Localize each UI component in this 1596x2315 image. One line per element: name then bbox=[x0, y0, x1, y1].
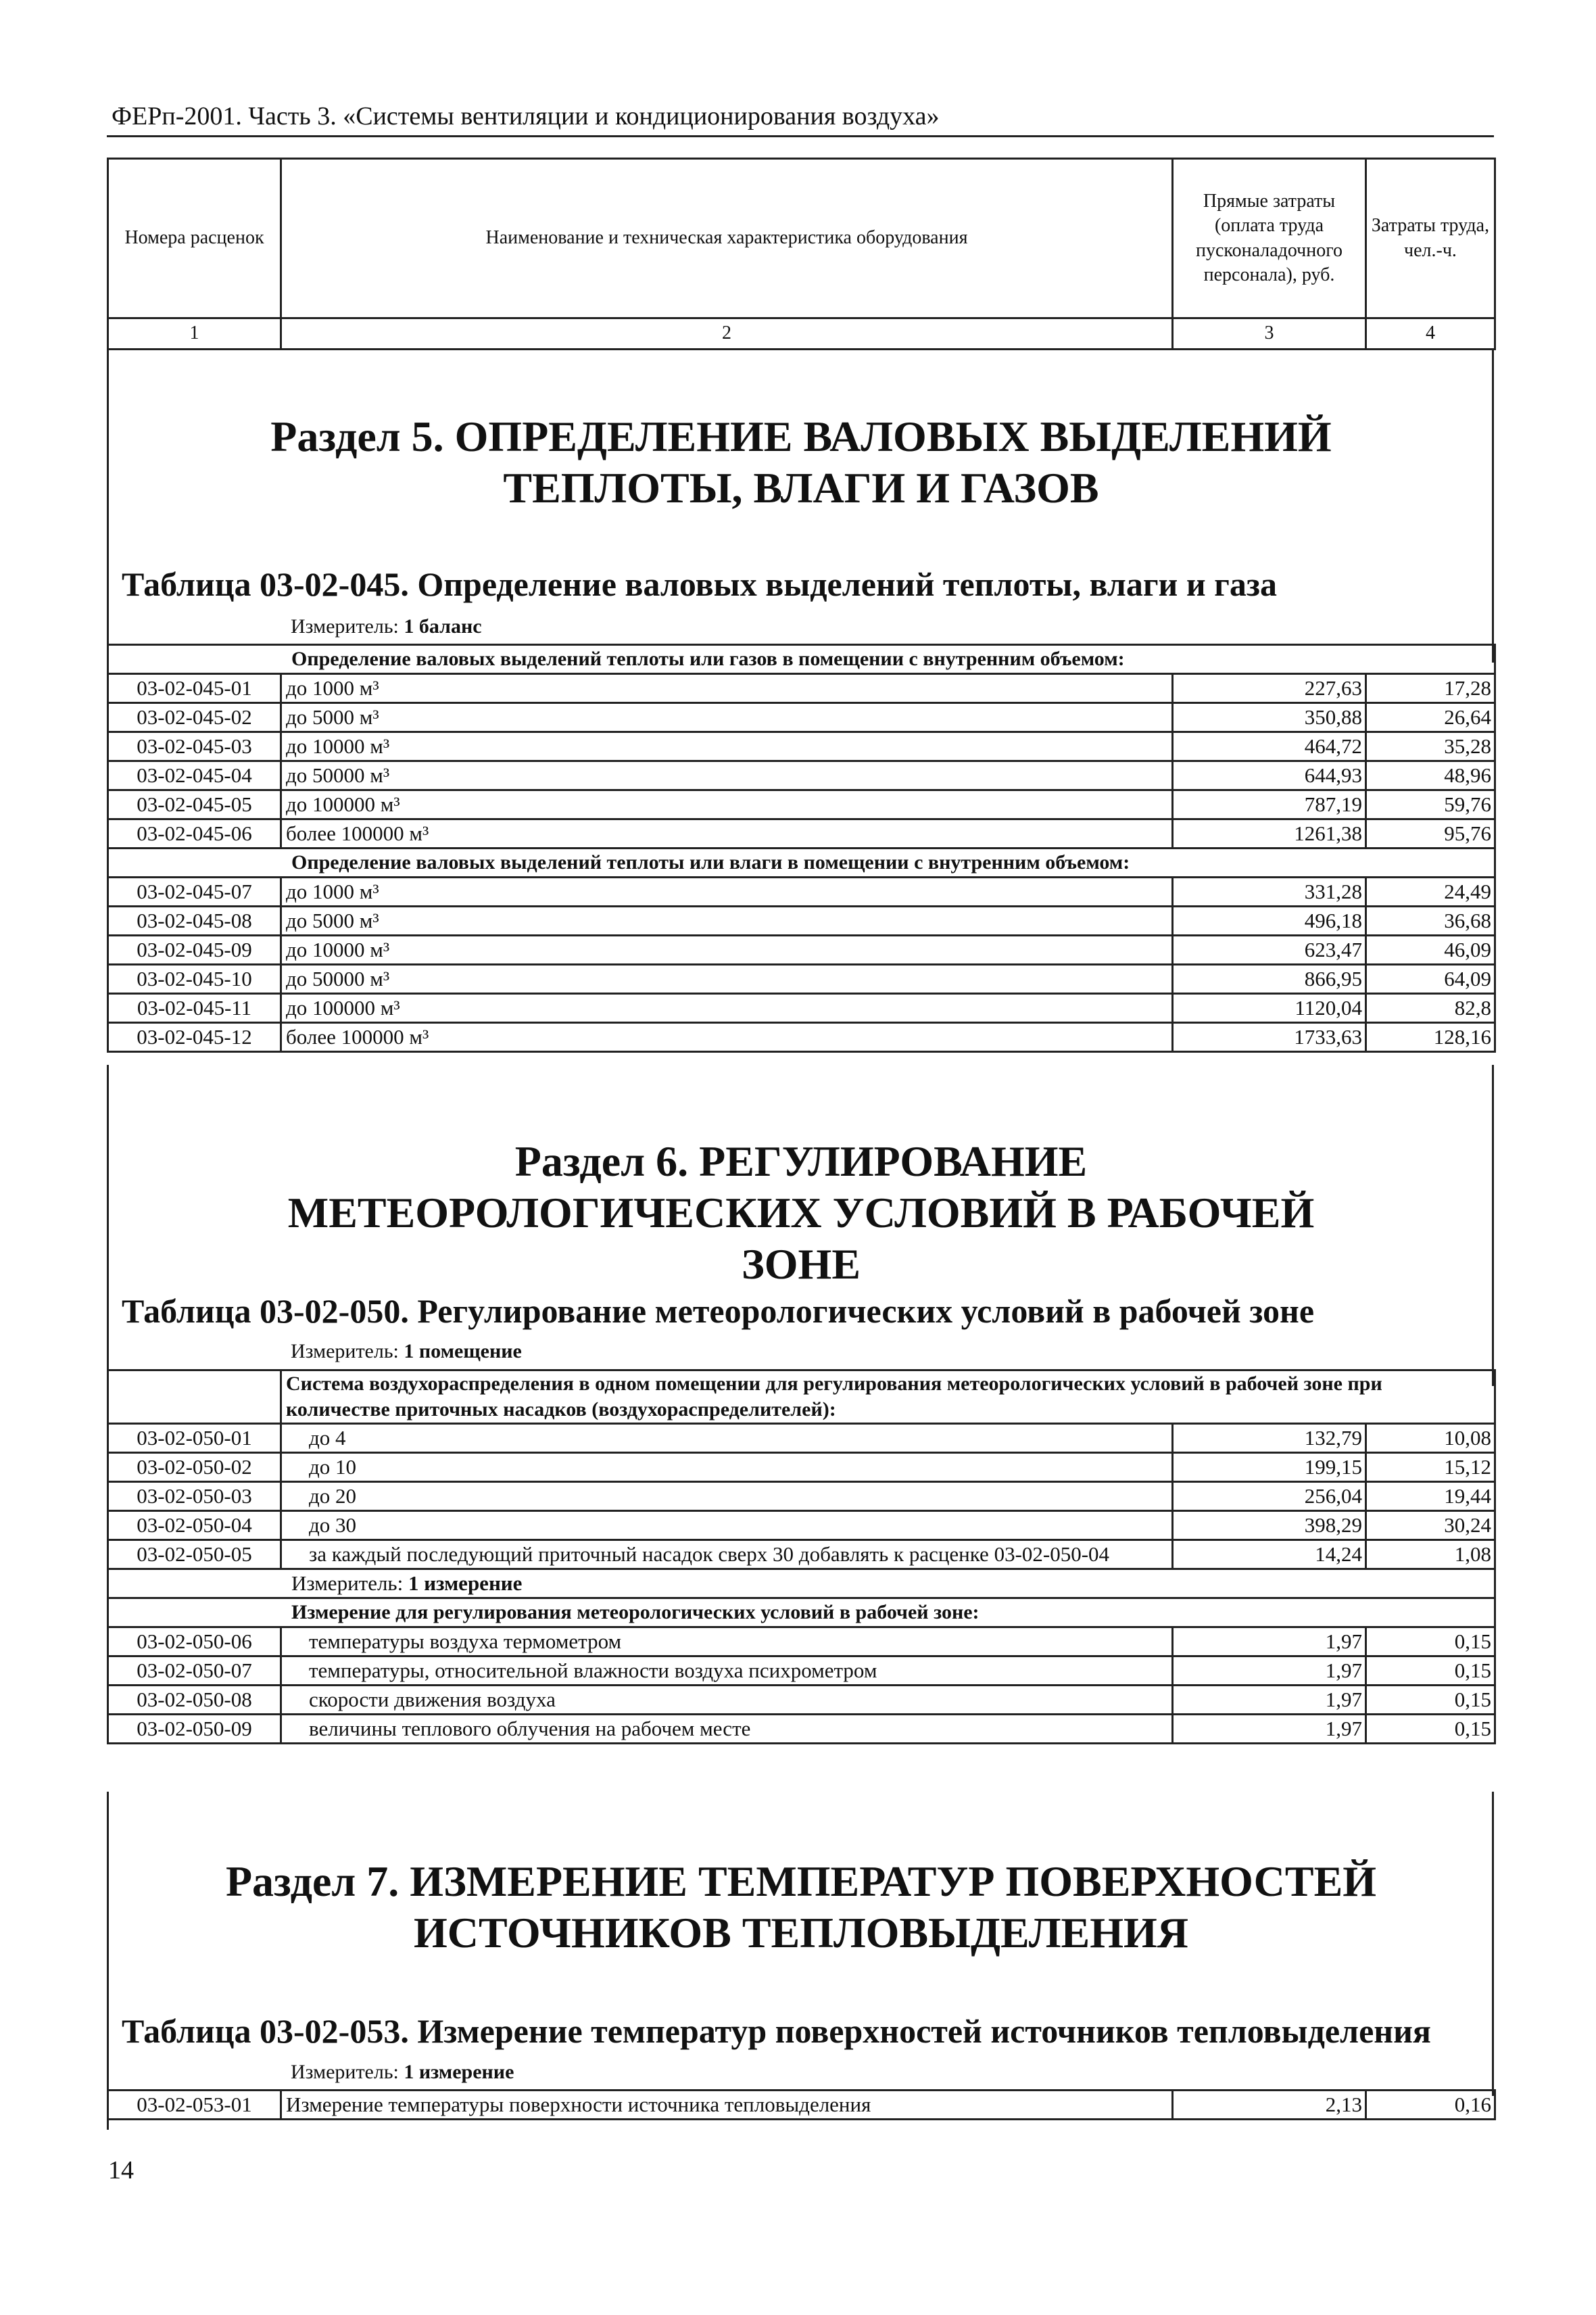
table-row bbox=[108, 965, 1495, 994]
column-number-2: 2 bbox=[281, 318, 1173, 350]
rate-code: 03-02-045-04 bbox=[108, 761, 281, 790]
table-03-02-045-meter bbox=[291, 615, 482, 638]
rate-labor: 128,16 bbox=[1366, 1023, 1495, 1052]
group-heading: Система воздухораспределения в одном помещении для регулирования метеорологических условий в рабочей зоне при количестве приточных насадков (воздухораспределителей): bbox=[281, 1370, 1495, 1424]
rate-code: 03-02-050-09 bbox=[108, 1715, 281, 1744]
rate-code: 03-02-045-02 bbox=[108, 703, 281, 732]
rate-code: 03-02-050-02 bbox=[108, 1453, 281, 1482]
group-heading: Определение валовых выделений теплоты или газов в помещении с внутренним объемом: bbox=[108, 645, 1495, 674]
rate-name: до 5000 м³ bbox=[281, 703, 1173, 732]
meter-value: 1 измерение bbox=[404, 2061, 514, 2083]
table-03-02-053-title: Таблица 03-02-053. Измерение температур поверхностей источников тепловыделения bbox=[122, 2012, 1431, 2050]
rate-name: до 1000 м³ bbox=[281, 674, 1173, 703]
table-03-02-050-meter bbox=[291, 1340, 522, 1363]
group-heading: Измерение для регулирования метеорологических условий в рабочей зоне: bbox=[108, 1598, 1495, 1627]
section-5-title: Раздел 5. ОПРЕДЕЛЕНИЕ ВАЛОВЫХ ВЫДЕЛЕНИЙ ТЕПЛОТЫ, ВЛАГИ И ГАЗОВ bbox=[270, 412, 1332, 512]
rate-name: до 100000 м³ bbox=[281, 994, 1173, 1023]
running-header: ФЕРп-2001. Часть 3. «Системы вентиляции и кондиционирования воздуха» bbox=[112, 102, 940, 130]
rate-code: 03-02-050-07 bbox=[108, 1656, 281, 1686]
rate-cost: 1120,04 bbox=[1173, 994, 1366, 1023]
table-03-02-045-title: Таблица 03-02-045. Определение валовых выделений теплоты, влаги и газа bbox=[122, 565, 1277, 603]
meter-label: Измеритель: bbox=[291, 1571, 408, 1595]
rate-labor: 15,12 bbox=[1366, 1453, 1495, 1482]
rate-name: до 10000 м³ bbox=[281, 936, 1173, 965]
rate-name: более 100000 м³ bbox=[281, 1023, 1173, 1052]
rate-code: 03-02-050-06 bbox=[108, 1627, 281, 1656]
column-header-direct-costs: Прямые затраты (оплата труда пусконаладочного персонала), руб. bbox=[1173, 159, 1366, 318]
rate-name: температуры воздуха термометром bbox=[281, 1627, 1173, 1656]
rate-name: до 4 bbox=[281, 1424, 1173, 1453]
table-row bbox=[108, 1482, 1495, 1511]
table-row bbox=[108, 936, 1495, 965]
rate-code: 03-02-045-07 bbox=[108, 878, 281, 907]
rate-code: 03-02-050-04 bbox=[108, 1511, 281, 1540]
column-header-codes: Номера расценок bbox=[108, 159, 281, 318]
column-header-name: Наименование и техническая характеристика оборудования bbox=[281, 159, 1173, 318]
table-row bbox=[108, 1540, 1495, 1569]
meter-row bbox=[108, 1569, 1495, 1598]
rate-cost: 398,29 bbox=[1173, 1511, 1366, 1540]
table-03-02-053-meter bbox=[291, 2061, 514, 2084]
rate-labor: 0,15 bbox=[1366, 1656, 1495, 1686]
rate-cost: 1,97 bbox=[1173, 1656, 1366, 1686]
rate-cost: 623,47 bbox=[1173, 936, 1366, 965]
table-row bbox=[108, 1511, 1495, 1540]
rate-cost: 331,28 bbox=[1173, 878, 1366, 907]
table-row bbox=[108, 761, 1495, 790]
rate-code: 03-02-050-03 bbox=[108, 1482, 281, 1511]
meter-label: Измеритель: bbox=[291, 615, 404, 638]
rate-name: более 100000 м³ bbox=[281, 819, 1173, 849]
rate-cost: 1,97 bbox=[1173, 1686, 1366, 1715]
rate-cost: 496,18 bbox=[1173, 907, 1366, 936]
table-row bbox=[108, 1686, 1495, 1715]
group-heading: Определение валовых выделений теплоты или влаги в помещении с внутренним объемом: bbox=[108, 849, 1495, 878]
rate-name: до 30 bbox=[281, 1511, 1173, 1540]
rate-name: до 50000 м³ bbox=[281, 965, 1173, 994]
meter-label: Измеритель: bbox=[291, 1340, 404, 1362]
group-row bbox=[108, 1598, 1495, 1627]
meter-value: 1 баланс bbox=[404, 615, 482, 638]
table-row bbox=[108, 1453, 1495, 1482]
meter-cell bbox=[108, 1569, 1495, 1598]
rate-labor: 10,08 bbox=[1366, 1424, 1495, 1453]
rate-cost: 866,95 bbox=[1173, 965, 1366, 994]
rate-labor: 26,64 bbox=[1366, 703, 1495, 732]
rate-code: 03-02-045-06 bbox=[108, 819, 281, 849]
rate-labor: 24,49 bbox=[1366, 878, 1495, 907]
rate-labor: 0,15 bbox=[1366, 1686, 1495, 1715]
column-number-3: 3 bbox=[1173, 318, 1366, 350]
meter-value: 1 помещение bbox=[404, 1340, 522, 1362]
rate-cost: 256,04 bbox=[1173, 1482, 1366, 1511]
rate-name: скорости движения воздуха bbox=[281, 1686, 1173, 1715]
rate-name: до 50000 м³ bbox=[281, 761, 1173, 790]
meter-label: Измеритель: bbox=[291, 2061, 404, 2083]
rate-name: величины теплового облучения на рабочем месте bbox=[281, 1715, 1173, 1744]
table-row bbox=[108, 1627, 1495, 1656]
rate-labor: 46,09 bbox=[1366, 936, 1495, 965]
table-03-02-053 bbox=[107, 2089, 1496, 2120]
rate-cost: 1733,63 bbox=[1173, 1023, 1366, 1052]
frame-left-s7 bbox=[107, 1792, 109, 2130]
rate-name: температуры, относительной влажности воздуха психрометром bbox=[281, 1656, 1173, 1686]
rate-cost: 787,19 bbox=[1173, 790, 1366, 819]
rate-cost: 644,93 bbox=[1173, 761, 1366, 790]
section-7-title: Раздел 7. ИЗМЕРЕНИЕ ТЕМПЕРАТУР ПОВЕРХНОСТЕЙ ИСТОЧНИКОВ ТЕПЛОВЫДЕЛЕНИЯ bbox=[225, 1857, 1377, 1957]
table-row bbox=[108, 1023, 1495, 1052]
column-number-4: 4 bbox=[1366, 318, 1495, 350]
table-row bbox=[108, 732, 1495, 761]
rate-labor: 48,96 bbox=[1366, 761, 1495, 790]
rate-cost: 1,97 bbox=[1173, 1627, 1366, 1656]
rate-cost: 1261,38 bbox=[1173, 819, 1366, 849]
rate-labor: 30,24 bbox=[1366, 1511, 1495, 1540]
group-row bbox=[108, 849, 1495, 878]
rate-cost: 1,97 bbox=[1173, 1715, 1366, 1744]
rate-cost: 132,79 bbox=[1173, 1424, 1366, 1453]
table-03-02-050 bbox=[107, 1369, 1496, 1744]
table-row bbox=[108, 790, 1495, 819]
rate-name: за каждый последующий приточный насадок сверх 30 добавлять к расценке 03-02-050-04 bbox=[281, 1540, 1173, 1569]
rate-code: 03-02-050-01 bbox=[108, 1424, 281, 1453]
rate-name: до 10000 м³ bbox=[281, 732, 1173, 761]
table-row bbox=[108, 1656, 1495, 1686]
rate-code: 03-02-045-01 bbox=[108, 674, 281, 703]
rate-name: до 100000 м³ bbox=[281, 790, 1173, 819]
rate-code: 03-02-045-05 bbox=[108, 790, 281, 819]
rate-labor: 36,68 bbox=[1366, 907, 1495, 936]
rate-labor: 82,8 bbox=[1366, 994, 1495, 1023]
rate-code: 03-02-050-05 bbox=[108, 1540, 281, 1569]
rate-cost: 14,24 bbox=[1173, 1540, 1366, 1569]
rate-cost: 199,15 bbox=[1173, 1453, 1366, 1482]
table-row bbox=[108, 2091, 1495, 2120]
rate-labor: 0,15 bbox=[1366, 1627, 1495, 1656]
rate-code: 03-02-045-10 bbox=[108, 965, 281, 994]
rate-name: до 20 bbox=[281, 1482, 1173, 1511]
group-row bbox=[108, 1370, 1495, 1424]
column-header-table bbox=[107, 158, 1494, 348]
rate-code: 03-02-045-03 bbox=[108, 732, 281, 761]
rate-labor: 64,09 bbox=[1366, 965, 1495, 994]
rate-code: 03-02-053-01 bbox=[108, 2091, 281, 2120]
header-rule bbox=[107, 135, 1494, 137]
rate-cost: 350,88 bbox=[1173, 703, 1366, 732]
column-header-labor: Затраты труда, чел.-ч. bbox=[1366, 159, 1495, 318]
table-row bbox=[108, 819, 1495, 849]
meter-value: 1 измерение bbox=[408, 1571, 523, 1595]
rate-labor: 0,16 bbox=[1366, 2091, 1495, 2120]
page-number: 14 bbox=[108, 2156, 134, 2185]
table-row bbox=[108, 674, 1495, 703]
rate-code: 03-02-050-08 bbox=[108, 1686, 281, 1715]
rate-labor: 35,28 bbox=[1366, 732, 1495, 761]
rate-name: до 10 bbox=[281, 1453, 1173, 1482]
column-number-1: 1 bbox=[108, 318, 281, 350]
rate-labor: 59,76 bbox=[1366, 790, 1495, 819]
rate-cost: 2,13 bbox=[1173, 2091, 1366, 2120]
rate-code: 03-02-045-12 bbox=[108, 1023, 281, 1052]
rate-code: 03-02-045-11 bbox=[108, 994, 281, 1023]
table-row bbox=[108, 907, 1495, 936]
table-row bbox=[108, 1715, 1495, 1744]
rate-name: до 1000 м³ bbox=[281, 878, 1173, 907]
rate-labor: 0,15 bbox=[1366, 1715, 1495, 1744]
rate-labor: 1,08 bbox=[1366, 1540, 1495, 1569]
rate-labor: 19,44 bbox=[1366, 1482, 1495, 1511]
section-6-title: Раздел 6. РЕГУЛИРОВАНИЕ МЕТЕОРОЛОГИЧЕСКИХ УСЛОВИЙ В РАБОЧЕЙ ЗОНЕ bbox=[287, 1137, 1315, 1288]
rate-code: 03-02-045-08 bbox=[108, 907, 281, 936]
table-row bbox=[108, 994, 1495, 1023]
table-03-02-045 bbox=[107, 644, 1496, 1053]
group-row bbox=[108, 645, 1495, 674]
table-row bbox=[108, 878, 1495, 907]
rate-cost: 464,72 bbox=[1173, 732, 1366, 761]
rate-cost: 227,63 bbox=[1173, 674, 1366, 703]
rate-code: 03-02-045-09 bbox=[108, 936, 281, 965]
table-row bbox=[108, 1424, 1495, 1453]
rate-labor: 17,28 bbox=[1366, 674, 1495, 703]
rate-labor: 95,76 bbox=[1366, 819, 1495, 849]
table-03-02-050-title: Таблица 03-02-050. Регулирование метеорологических условий в рабочей зоне bbox=[122, 1292, 1315, 1330]
table-row bbox=[108, 703, 1495, 732]
rate-name: Измерение температуры поверхности источника тепловыделения bbox=[281, 2091, 1173, 2120]
rate-name: до 5000 м³ bbox=[281, 907, 1173, 936]
